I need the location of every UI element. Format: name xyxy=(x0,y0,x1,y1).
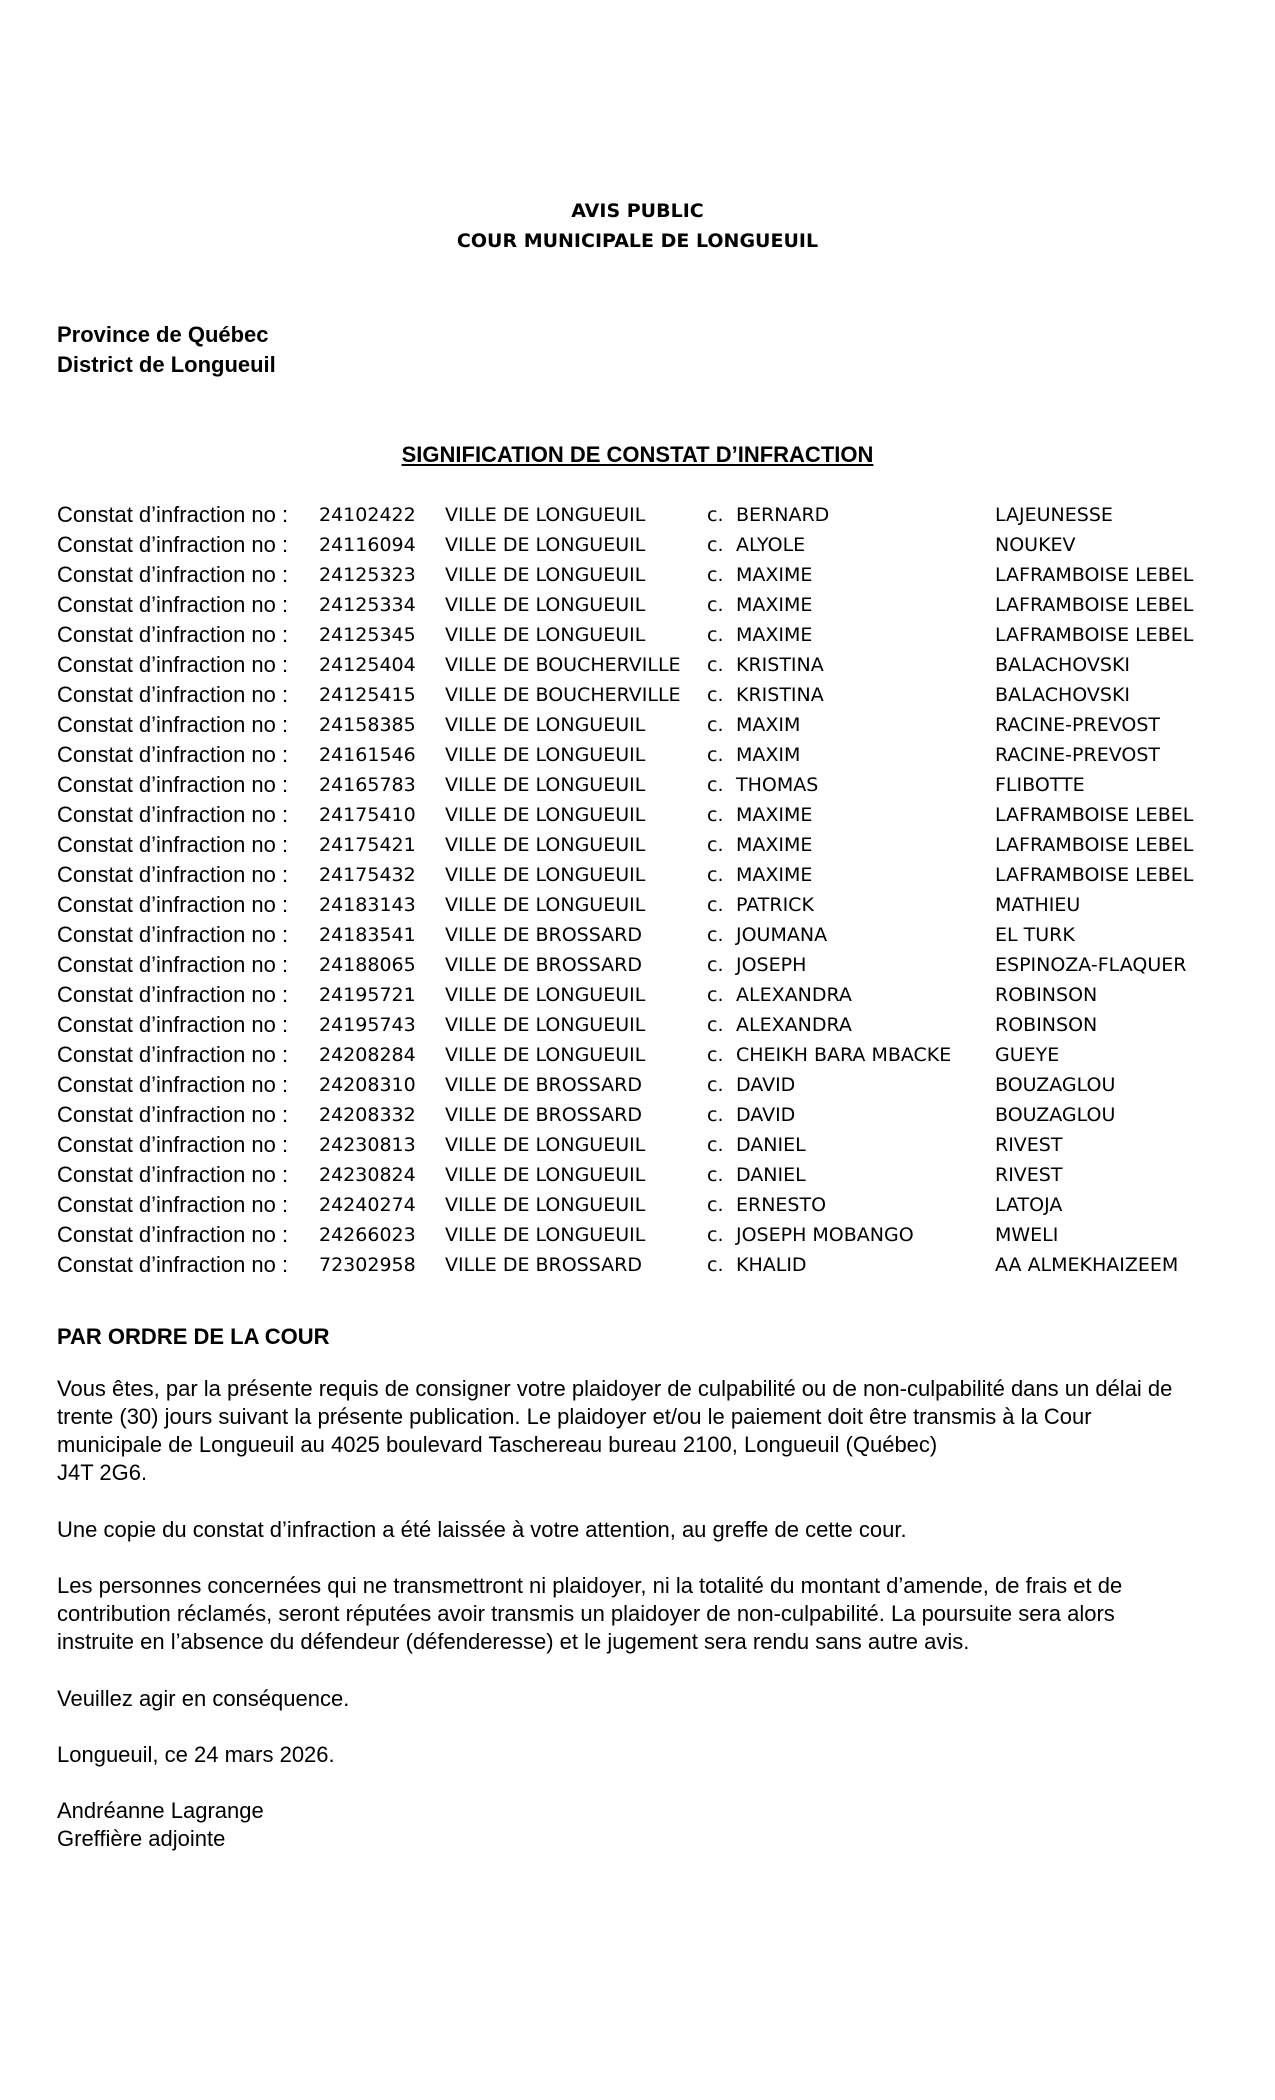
constat-label: Constat d’infraction no : xyxy=(57,892,289,917)
constat-label: Constat d’infraction no : xyxy=(57,1162,289,1187)
province-label: Province de Québec xyxy=(57,322,269,347)
order-title: PAR ORDRE DE LA COUR xyxy=(57,1324,330,1349)
constat-label: Constat d’infraction no : xyxy=(57,772,289,797)
constat-row xyxy=(57,830,1237,860)
versus-separator: c. xyxy=(707,894,724,916)
plaintiff-city: VILLE DE LONGUEUIL xyxy=(445,1164,646,1186)
constat-number: 24208284 xyxy=(319,1044,416,1066)
constat-number: 24230813 xyxy=(319,1134,416,1156)
versus-separator: c. xyxy=(707,1164,724,1186)
defendant-last-name: RIVEST xyxy=(995,1164,1063,1186)
defendant-first-name: KRISTINA xyxy=(736,654,824,676)
constat-label: Constat d’infraction no : xyxy=(57,682,289,707)
plaintiff-city: VILLE DE LONGUEUIL xyxy=(445,834,646,856)
notice-header xyxy=(0,196,1275,256)
constat-label: Constat d’infraction no : xyxy=(57,922,289,947)
district-label: District de Longueuil xyxy=(57,352,276,377)
versus-separator: c. xyxy=(707,924,724,946)
constat-number: 24183541 xyxy=(319,924,416,946)
plaintiff-city: VILLE DE BROSSARD xyxy=(445,954,642,976)
defendant-first-name: DAVID xyxy=(736,1074,796,1096)
paragraph-line: instruite en l’absence du défendeur (défenderesse) et le jugement sera rendu sans autre avis. xyxy=(57,1629,970,1654)
defendant-last-name: LAJEUNESSE xyxy=(995,504,1113,526)
constat-row xyxy=(57,1100,1237,1130)
versus-separator: c. xyxy=(707,684,724,706)
constat-row xyxy=(57,1220,1237,1250)
defendant-first-name: KHALID xyxy=(736,1254,807,1276)
constat-row xyxy=(57,1190,1237,1220)
signatory-name: Andréanne Lagrange xyxy=(57,1798,264,1823)
constat-number: 24125323 xyxy=(319,564,416,586)
defendant-last-name: ROBINSON xyxy=(995,1014,1098,1036)
plaintiff-city: VILLE DE BROSSARD xyxy=(445,1074,642,1096)
defendant-first-name: JOSEPH MOBANGO xyxy=(736,1224,914,1246)
plaintiff-city: VILLE DE LONGUEUIL xyxy=(445,984,646,1006)
plaintiff-city: VILLE DE BROSSARD xyxy=(445,1254,642,1276)
defendant-first-name: MAXIME xyxy=(736,864,813,886)
constat-row xyxy=(57,1130,1237,1160)
constat-label: Constat d’infraction no : xyxy=(57,952,289,977)
defendant-last-name: FLIBOTTE xyxy=(995,774,1085,796)
defendant-first-name: ALEXANDRA xyxy=(736,1014,852,1036)
versus-separator: c. xyxy=(707,1224,724,1246)
plaintiff-city: VILLE DE BOUCHERVILLE xyxy=(445,684,681,706)
constat-number: 24125334 xyxy=(319,594,416,616)
paragraph-line: municipale de Longueuil au 4025 boulevard Taschereau bureau 2100, Longueuil (Québec) xyxy=(57,1432,938,1457)
constat-label: Constat d’infraction no : xyxy=(57,1042,289,1067)
versus-separator: c. xyxy=(707,534,724,556)
defendant-last-name: BALACHOVSKI xyxy=(995,654,1131,676)
constat-row xyxy=(57,920,1237,950)
versus-separator: c. xyxy=(707,1134,724,1156)
defendant-first-name: MAXIME xyxy=(736,624,813,646)
defendant-last-name: GUEYE xyxy=(995,1044,1060,1066)
versus-separator: c. xyxy=(707,804,724,826)
plaintiff-city: VILLE DE LONGUEUIL xyxy=(445,1044,646,1066)
constat-number: 24158385 xyxy=(319,714,416,736)
constat-row xyxy=(57,1010,1237,1040)
defendant-last-name: BALACHOVSKI xyxy=(995,684,1131,706)
constat-number: 24161546 xyxy=(319,744,416,766)
constat-label: Constat d’infraction no : xyxy=(57,1132,289,1157)
versus-separator: c. xyxy=(707,1014,724,1036)
constat-row xyxy=(57,1250,1237,1280)
versus-separator: c. xyxy=(707,564,724,586)
constat-label: Constat d’infraction no : xyxy=(57,1012,289,1037)
versus-separator: c. xyxy=(707,834,724,856)
defendant-first-name: DAVID xyxy=(736,1104,796,1126)
versus-separator: c. xyxy=(707,954,724,976)
defendant-last-name: EL TURK xyxy=(995,924,1075,946)
defendant-first-name: MAXIM xyxy=(736,744,801,766)
paragraph-default-consequence xyxy=(57,1572,1227,1656)
paragraph-act-accordingly: Veuillez agir en conséquence. xyxy=(57,1686,350,1711)
constat-label: Constat d’infraction no : xyxy=(57,1072,289,1097)
constat-label: Constat d’infraction no : xyxy=(57,802,289,827)
constat-label: Constat d’infraction no : xyxy=(57,532,289,557)
defendant-last-name: MWELI xyxy=(995,1224,1059,1246)
defendant-first-name: DANIEL xyxy=(736,1164,806,1186)
constat-row xyxy=(57,770,1237,800)
defendant-first-name: KRISTINA xyxy=(736,684,824,706)
defendant-first-name: BERNARD xyxy=(736,504,830,526)
constat-label: Constat d’infraction no : xyxy=(57,592,289,617)
constat-row xyxy=(57,890,1237,920)
defendant-first-name: ALEXANDRA xyxy=(736,984,852,1006)
paragraph-line: trente (30) jours suivant la présente publication. Le plaidoyer et/ou le paiement doit être transmis à la Cour xyxy=(57,1404,1092,1429)
defendant-first-name: MAXIME xyxy=(736,804,813,826)
paragraph-line: contribution réclamés, seront réputées avoir transmis un plaidoyer de non-culpabilité. La poursuite sera alors xyxy=(57,1601,1115,1626)
constat-number: 24230824 xyxy=(319,1164,416,1186)
defendant-last-name: LATOJA xyxy=(995,1194,1063,1216)
defendant-last-name: RACINE-PREVOST xyxy=(995,744,1160,766)
versus-separator: c. xyxy=(707,654,724,676)
constat-row xyxy=(57,590,1237,620)
defendant-last-name: LAFRAMBOISE LEBEL xyxy=(995,594,1194,616)
defendant-first-name: JOUMANA xyxy=(736,924,828,946)
defendant-last-name: BOUZAGLOU xyxy=(995,1074,1116,1096)
defendant-last-name: ROBINSON xyxy=(995,984,1098,1006)
constat-row xyxy=(57,800,1237,830)
versus-separator: c. xyxy=(707,714,724,736)
constat-label: Constat d’infraction no : xyxy=(57,652,289,677)
constat-row xyxy=(57,530,1237,560)
plaintiff-city: VILLE DE LONGUEUIL xyxy=(445,774,646,796)
defendant-first-name: JOSEPH xyxy=(736,954,807,976)
defendant-last-name: RACINE-PREVOST xyxy=(995,714,1160,736)
constat-label: Constat d’infraction no : xyxy=(57,562,289,587)
defendant-last-name: LAFRAMBOISE LEBEL xyxy=(995,624,1194,646)
plaintiff-city: VILLE DE BROSSARD xyxy=(445,924,642,946)
constat-row xyxy=(57,680,1237,710)
plaintiff-city: VILLE DE LONGUEUIL xyxy=(445,804,646,826)
constat-number: 24240274 xyxy=(319,1194,416,1216)
constat-number: 24195721 xyxy=(319,984,416,1006)
plaintiff-city: VILLE DE LONGUEUIL xyxy=(445,1224,646,1246)
versus-separator: c. xyxy=(707,864,724,886)
versus-separator: c. xyxy=(707,1044,724,1066)
versus-separator: c. xyxy=(707,594,724,616)
constat-label: Constat d’infraction no : xyxy=(57,862,289,887)
plaintiff-city: VILLE DE LONGUEUIL xyxy=(445,564,646,586)
constat-number: 24175410 xyxy=(319,804,416,826)
paragraph-date-place: Longueuil, ce 24 mars 2026. xyxy=(57,1742,335,1767)
paragraph-copy-notice: Une copie du constat d’infraction a été laissée à votre attention, au greffe de cette cour. xyxy=(57,1517,907,1542)
defendant-last-name: RIVEST xyxy=(995,1134,1063,1156)
plaintiff-city: VILLE DE BOUCHERVILLE xyxy=(445,654,681,676)
defendant-last-name: LAFRAMBOISE LEBEL xyxy=(995,564,1194,586)
plaintiff-city: VILLE DE LONGUEUIL xyxy=(445,534,646,556)
defendant-first-name: ALYOLE xyxy=(736,534,806,556)
constat-row xyxy=(57,710,1237,740)
constat-number: 24208332 xyxy=(319,1104,416,1126)
paragraph-line: Vous êtes, par la présente requis de consigner votre plaidoyer de culpabilité ou de non-culpabilité dans un délai de xyxy=(57,1376,1173,1401)
defendant-last-name: LAFRAMBOISE LEBEL xyxy=(995,804,1194,826)
constat-number: 24175432 xyxy=(319,864,416,886)
plaintiff-city: VILLE DE LONGUEUIL xyxy=(445,744,646,766)
constat-label: Constat d’infraction no : xyxy=(57,1192,289,1217)
defendant-last-name: MATHIEU xyxy=(995,894,1081,916)
constat-row xyxy=(57,560,1237,590)
constat-row xyxy=(57,980,1237,1010)
defendant-last-name: ESPINOZA-FLAQUER xyxy=(995,954,1187,976)
constat-label: Constat d’infraction no : xyxy=(57,712,289,737)
defendant-first-name: MAXIME xyxy=(736,564,813,586)
constat-number: 24188065 xyxy=(319,954,416,976)
plaintiff-city: VILLE DE LONGUEUIL xyxy=(445,1134,646,1156)
constat-number: 24175421 xyxy=(319,834,416,856)
defendant-first-name: MAXIME xyxy=(736,834,813,856)
versus-separator: c. xyxy=(707,1074,724,1096)
versus-separator: c. xyxy=(707,1194,724,1216)
plaintiff-city: VILLE DE LONGUEUIL xyxy=(445,894,646,916)
versus-separator: c. xyxy=(707,774,724,796)
constat-label: Constat d’infraction no : xyxy=(57,1102,289,1127)
constat-number: 24116094 xyxy=(319,534,416,556)
constat-label: Constat d’infraction no : xyxy=(57,622,289,647)
constat-row xyxy=(57,1040,1237,1070)
defendant-first-name: ERNESTO xyxy=(736,1194,827,1216)
defendant-first-name: PATRICK xyxy=(736,894,814,916)
defendant-first-name: MAXIM xyxy=(736,714,801,736)
plaintiff-city: VILLE DE LONGUEUIL xyxy=(445,864,646,886)
constat-label: Constat d’infraction no : xyxy=(57,832,289,857)
constat-row xyxy=(57,650,1237,680)
constat-number: 24125404 xyxy=(319,654,416,676)
defendant-last-name: LAFRAMBOISE LEBEL xyxy=(995,864,1194,886)
paragraph-line: Les personnes concernées qui ne transmettront ni plaidoyer, ni la totalité du montant d’amende, de frais et de xyxy=(57,1573,1123,1598)
defendant-first-name: CHEIKH BARA MBACKE xyxy=(736,1044,952,1066)
constat-number: 24195743 xyxy=(319,1014,416,1036)
constat-number: 72302958 xyxy=(319,1254,416,1276)
constat-row xyxy=(57,860,1237,890)
notice-title: AVIS PUBLIC xyxy=(571,200,704,222)
defendant-first-name: THOMAS xyxy=(736,774,819,796)
constat-number: 24183143 xyxy=(319,894,416,916)
constat-list xyxy=(57,500,1237,1280)
defendant-last-name: AA ALMEKHAIZEEM xyxy=(995,1254,1179,1276)
constat-number: 24208310 xyxy=(319,1074,416,1096)
constat-row xyxy=(57,500,1237,530)
versus-separator: c. xyxy=(707,504,724,526)
paragraph-plea-instructions xyxy=(57,1375,1227,1487)
versus-separator: c. xyxy=(707,984,724,1006)
constat-number: 24125345 xyxy=(319,624,416,646)
versus-separator: c. xyxy=(707,1254,724,1276)
versus-separator: c. xyxy=(707,744,724,766)
jurisdiction-block xyxy=(57,320,276,380)
signature-block xyxy=(57,1797,1227,1853)
constat-row xyxy=(57,1070,1237,1100)
versus-separator: c. xyxy=(707,624,724,646)
constat-label: Constat d’infraction no : xyxy=(57,742,289,767)
constat-number: 24165783 xyxy=(319,774,416,796)
section-title: SIGNIFICATION DE CONSTAT D’INFRACTION xyxy=(401,442,874,467)
constat-label: Constat d’infraction no : xyxy=(57,982,289,1007)
defendant-first-name: DANIEL xyxy=(736,1134,806,1156)
defendant-first-name: MAXIME xyxy=(736,594,813,616)
constat-label: Constat d’infraction no : xyxy=(57,1222,289,1247)
constat-label: Constat d’infraction no : xyxy=(57,502,289,527)
constat-row xyxy=(57,740,1237,770)
defendant-last-name: LAFRAMBOISE LEBEL xyxy=(995,834,1194,856)
plaintiff-city: VILLE DE LONGUEUIL xyxy=(445,1014,646,1036)
constat-number: 24125415 xyxy=(319,684,416,706)
constat-row xyxy=(57,950,1237,980)
plaintiff-city: VILLE DE LONGUEUIL xyxy=(445,714,646,736)
plaintiff-city: VILLE DE LONGUEUIL xyxy=(445,1194,646,1216)
constat-number: 24102422 xyxy=(319,504,416,526)
constat-number: 24266023 xyxy=(319,1224,416,1246)
court-name: COUR MUNICIPALE DE LONGUEUIL xyxy=(456,230,819,252)
constat-row xyxy=(57,1160,1237,1190)
versus-separator: c. xyxy=(707,1104,724,1126)
paragraph-line: J4T 2G6. xyxy=(57,1460,148,1485)
defendant-last-name: BOUZAGLOU xyxy=(995,1104,1116,1126)
constat-label: Constat d’infraction no : xyxy=(57,1252,289,1277)
plaintiff-city: VILLE DE BROSSARD xyxy=(445,1104,642,1126)
plaintiff-city: VILLE DE LONGUEUIL xyxy=(445,504,646,526)
signatory-title: Greffière adjointe xyxy=(57,1826,226,1851)
plaintiff-city: VILLE DE LONGUEUIL xyxy=(445,594,646,616)
constat-row xyxy=(57,620,1237,650)
plaintiff-city: VILLE DE LONGUEUIL xyxy=(445,624,646,646)
defendant-last-name: NOUKEV xyxy=(995,534,1076,556)
